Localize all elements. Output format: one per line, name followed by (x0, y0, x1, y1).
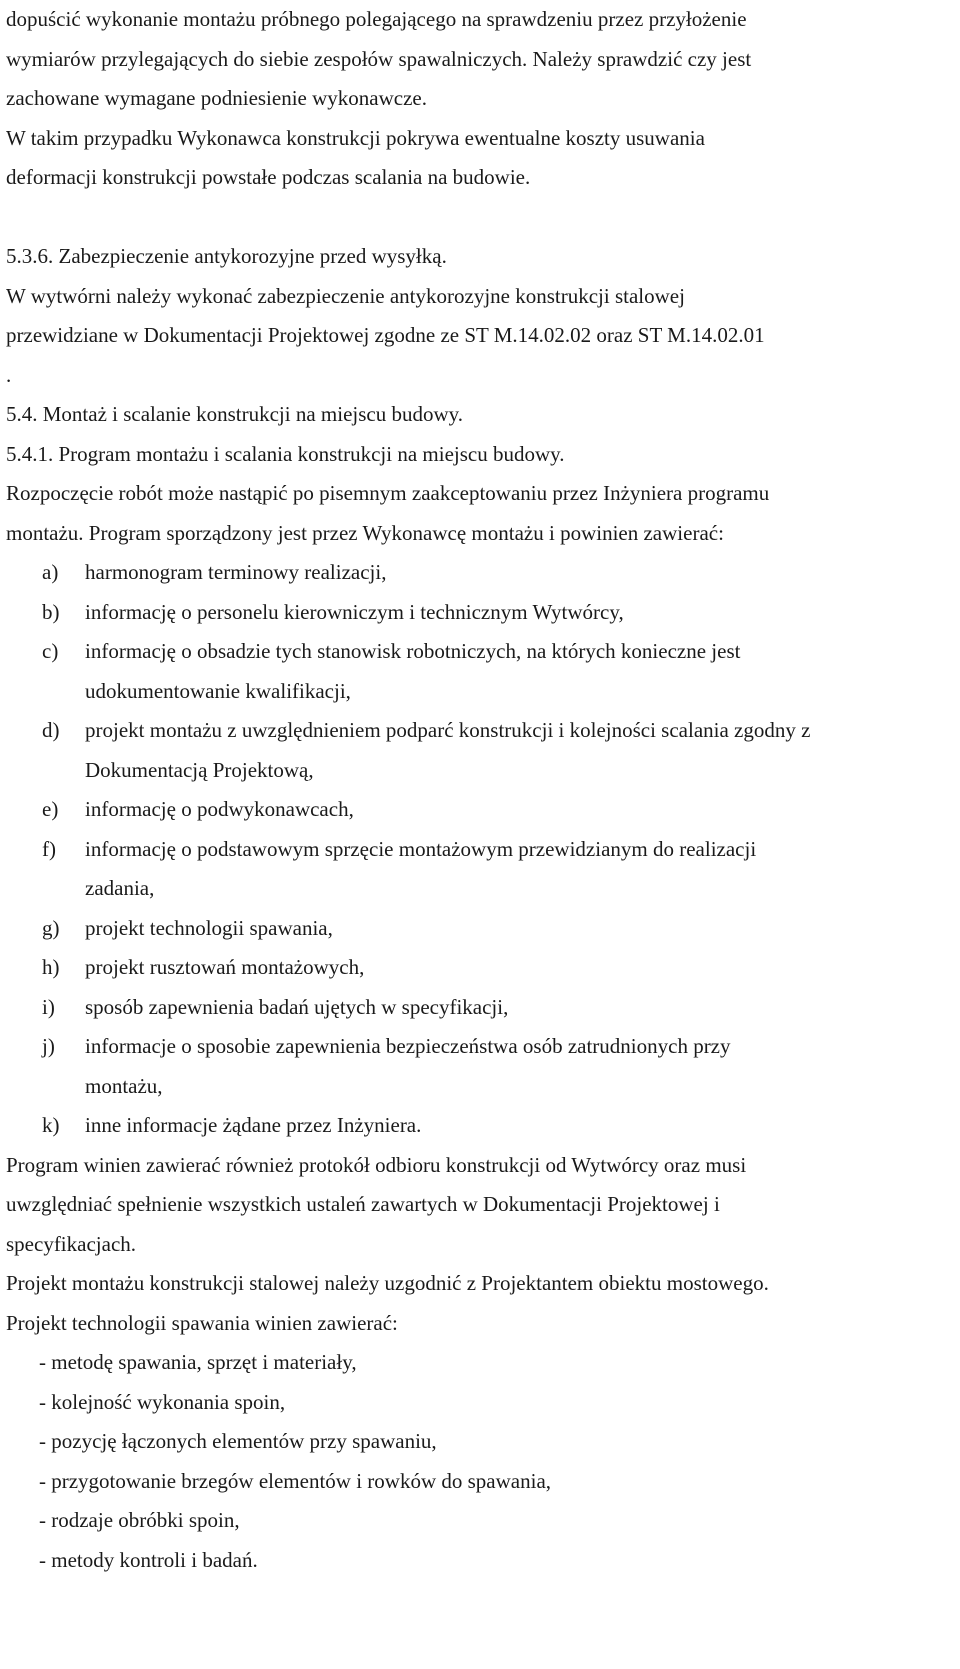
paragraph-line: deformacji konstrukcji powstałe podczas scalania na budowie. (6, 165, 531, 189)
list-item-text: inne informacje żądane przez Inżyniera. (85, 1113, 422, 1137)
list-item (6, 711, 956, 751)
list-item-continuation: udokumentowanie kwalifikacji, (85, 678, 351, 703)
list-marker: g) (42, 915, 60, 940)
paragraph-line: Rozpoczęcie robót może nastąpić po pisemnym zaakceptowaniu przez Inżyniera programu (6, 481, 770, 505)
paragraph-line: . (6, 362, 12, 387)
list-item-text: projekt rusztowań montażowych, (85, 955, 365, 979)
list-item (6, 1027, 956, 1067)
paragraph-line: Projekt technologii spawania winien zawierać: (6, 1310, 398, 1335)
list-marker: j) (42, 1034, 55, 1058)
list-item-text: informację o obsadzie tych stanowisk robotniczych, na których konieczne jest (85, 639, 741, 663)
list-marker: f) (42, 836, 56, 861)
dash-list-item: - przygotowanie brzegów elementów i rowków do spawania, (39, 1468, 552, 1493)
list-item-text: informację o podstawowym sprzęcie montażowym przewidzianym do realizacji (85, 836, 757, 861)
list-item-text: harmonogram terminowy realizacji, (85, 560, 387, 584)
list-item-continuation: Dokumentacją Projektową, (85, 757, 314, 782)
list-item (6, 988, 956, 1028)
program-contents-list (6, 553, 956, 1146)
list-item (6, 909, 956, 949)
paragraph-line: wymiarów przylegających do siebie zespołów spawalniczych. Należy sprawdzić czy jest (6, 46, 752, 71)
list-item-text: informacje o sposobie zapewnienia bezpieczeństwa osób zatrudnionych przy (85, 1034, 731, 1058)
list-marker: h) (42, 955, 60, 979)
list-item-continuation: montażu, (85, 1073, 163, 1098)
paragraph-line: przewidziane w Dokumentacji Projektowej zgodne ze ST M.14.02.02 oraz ST M.14.02.01 (6, 323, 765, 347)
section-5-3-6 (6, 237, 956, 395)
paragraph-line: uwzględniać spełnienie wszystkich ustaleń zawartych w Dokumentacji Projektowej i (6, 1192, 720, 1216)
paragraph-line: specyfikacjach. (6, 1231, 137, 1256)
dash-list-item: - kolejność wykonania spoin, (39, 1389, 286, 1414)
list-item (6, 593, 956, 633)
list-item-text: informację o personelu kierowniczym i technicznym Wytwórcy, (85, 599, 624, 624)
list-marker: d) (42, 718, 60, 742)
section-heading: 5.4.1. Program montażu i scalania konstrukcji na miejscu budowy. (6, 441, 565, 466)
paragraph-line: W wytwórni należy wykonać zabezpieczenie antykorozyjne konstrukcji stalowej (6, 283, 685, 308)
paragraph-line: Projekt montażu konstrukcji stalowej należy uzgodnić z Projektantem obiektu mostowego. (6, 1271, 769, 1295)
blank-line (6, 198, 956, 238)
list-item-continuation: zadania, (85, 876, 155, 900)
list-item-text: projekt montażu z uwzględnieniem podparć konstrukcji i kolejności scalania zgodny z (85, 718, 811, 742)
paragraph-line: zachowane wymagane podniesienie wykonawcze. (6, 86, 427, 110)
list-marker: k) (42, 1113, 60, 1137)
welding-technology-list (6, 1343, 956, 1580)
paragraph-line: dopuścić wykonanie montażu próbnego polegającego na sprawdzeniu przez przyłożenie (6, 7, 747, 31)
section-5-4 (6, 395, 956, 435)
paragraph-line: montażu. Program sporządzony jest przez Wykonawcę montażu i powinien zawierać: (6, 520, 724, 545)
list-item (6, 790, 956, 830)
list-item (6, 1106, 956, 1146)
top-paragraph (6, 0, 956, 198)
section-5-4-1 (6, 435, 956, 1581)
list-marker: a) (42, 560, 59, 584)
list-marker: i) (42, 994, 55, 1019)
list-item (6, 553, 956, 593)
paragraph-line: W takim przypadku Wykonawca konstrukcji pokrywa ewentualne koszty usuwania (6, 125, 705, 150)
list-item (6, 830, 956, 870)
list-marker: e) (42, 797, 59, 821)
section-heading: 5.4. Montaż i scalanie konstrukcji na miejscu budowy. (6, 402, 464, 426)
list-marker: c) (42, 639, 59, 663)
paragraph-line: Program winien zawierać również protokół odbioru konstrukcji od Wytwórcy oraz musi (6, 1152, 747, 1177)
list-item (6, 632, 956, 672)
list-item (6, 948, 956, 988)
document-page (6, 0, 956, 1580)
dash-list-item: - rodzaje obróbki spoin, (39, 1508, 240, 1532)
section-heading: 5.3.6. Zabezpieczenie antykorozyjne przed wysyłką. (6, 244, 447, 268)
list-item-text: sposób zapewnienia badań ujętych w specyfikacji, (85, 994, 509, 1019)
dash-list-item: - metody kontroli i badań. (39, 1547, 258, 1572)
dash-list-item: - pozycję łączonych elementów przy spawaniu, (39, 1429, 437, 1453)
list-item-text: projekt technologii spawania, (85, 915, 333, 940)
dash-list-item: - metodę spawania, sprzęt i materiały, (39, 1350, 357, 1374)
list-marker: b) (42, 599, 60, 624)
after-list-paragraph (6, 1146, 956, 1344)
list-item-text: informację o podwykonawcach, (85, 797, 354, 821)
